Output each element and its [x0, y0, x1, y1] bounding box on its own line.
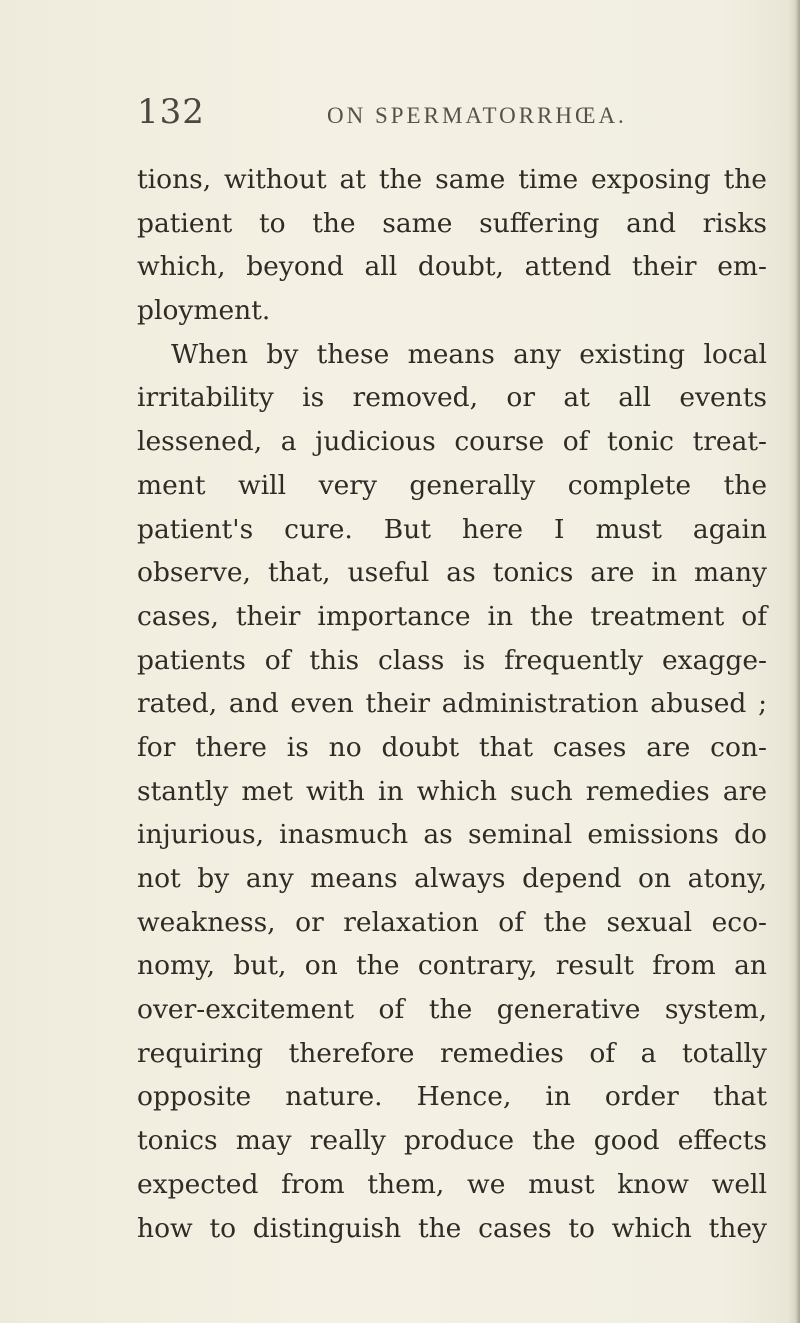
text-line: rated, and even their administration abused ; [137, 688, 767, 720]
page-number: 132 [137, 92, 205, 132]
text-line: tions, without at the same time exposing the [137, 164, 767, 195]
text-line: which, beyond all doubt, attend their em- [137, 251, 767, 283]
text-line: not by any means always depend on atony, [137, 863, 767, 894]
page-header [137, 92, 777, 152]
page-edge-shadow [788, 0, 800, 1323]
text-line: lessened, a judicious course of tonic treat- [137, 426, 767, 458]
text-line: patient to the same suffering and risks [137, 207, 767, 239]
text-line: expected from them, we must know well [137, 1168, 767, 1200]
text-line: observe, that, useful as tonics are in many [137, 557, 767, 589]
text-line: for there is no doubt that cases are con- [137, 731, 767, 763]
text-line: opposite nature. Hence, in order that [137, 1081, 767, 1113]
text-line: patients of this class is frequently exagge- [137, 644, 767, 676]
running-title: ON SPERMATORRHŒA. [327, 103, 627, 128]
text-line: ment will very generally complete the [137, 469, 767, 501]
text-line: injurious, inasmuch as seminal emissions do [137, 819, 767, 851]
text-line: requiring therefore remedies of a totally [137, 1037, 767, 1069]
text-line: patient's cure. But here I must again [137, 513, 767, 545]
text-line: irritability is removed, or at all events [137, 382, 767, 414]
body-text [137, 158, 767, 1250]
text-line: tonics may really produce the good effects [137, 1125, 767, 1157]
text-line: weakness, or relaxation of the sexual eco- [137, 906, 767, 938]
text-line: over-excitement of the generative system, [137, 994, 767, 1026]
text-line: nomy, but, on the contrary, result from an [137, 950, 767, 982]
text-line: ployment. [137, 295, 271, 327]
text-line: how to distinguish the cases to which they [137, 1212, 767, 1244]
paragraph-start-line: When by these means any existing local [171, 338, 767, 370]
text-line: cases, their importance in the treatment of [137, 600, 767, 632]
text-line: stantly met with in which such remedies are [137, 775, 767, 807]
